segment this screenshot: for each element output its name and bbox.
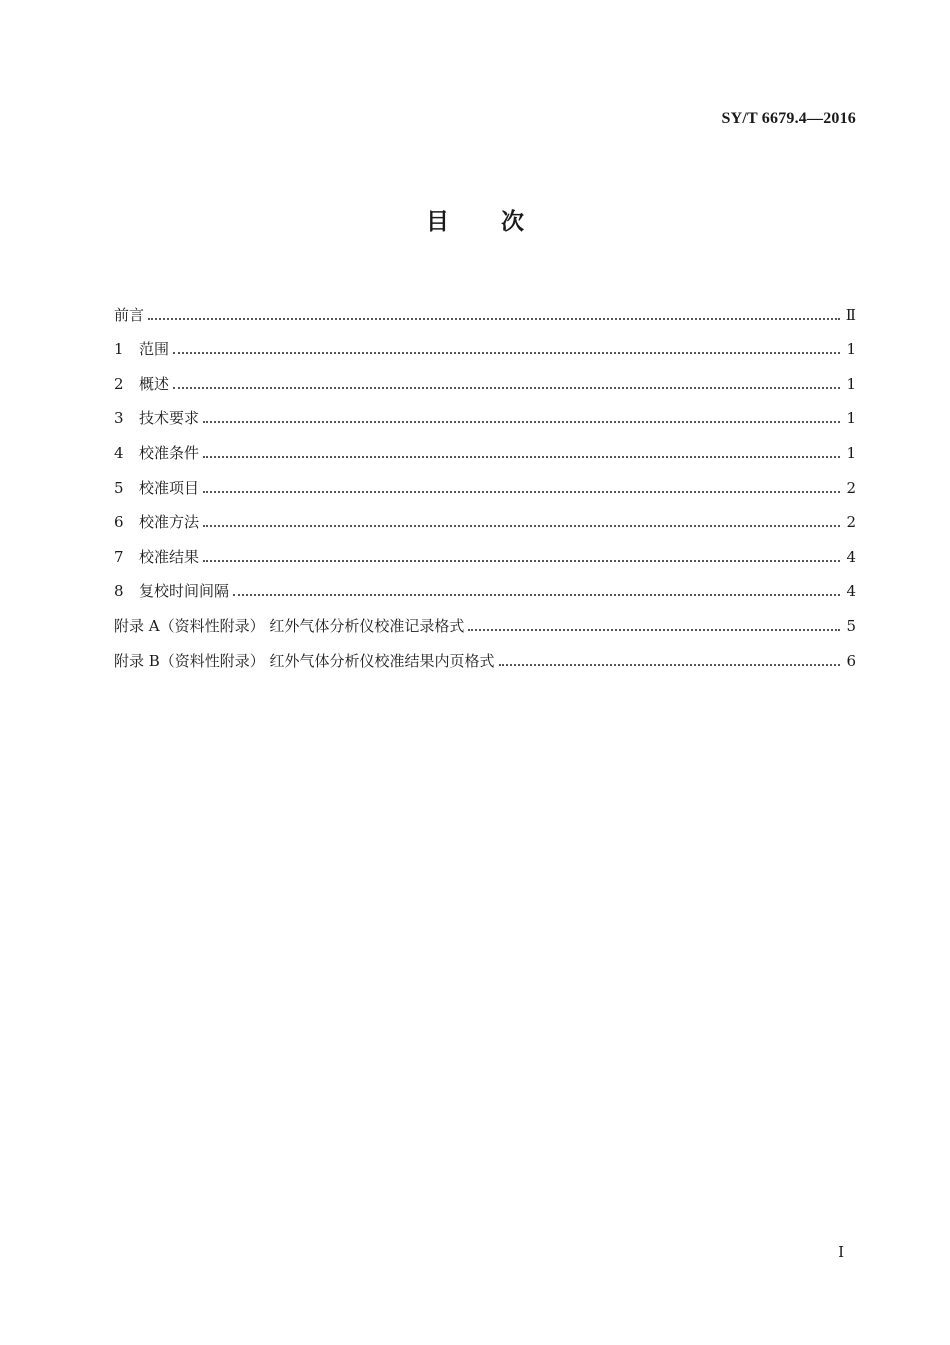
toc-entry-page: 4	[846, 547, 856, 566]
toc-entry-appendix-b[interactable]	[114, 636, 856, 671]
toc-entry-page: 4	[846, 582, 856, 601]
toc-entry-label: 前言	[114, 305, 145, 324]
toc-entry-label	[114, 478, 203, 498]
toc-entry-number: 5	[114, 478, 124, 497]
toc-entry-number: 8	[114, 582, 124, 601]
toc-entry-text: 复校时间间隔	[139, 582, 230, 601]
toc-entry-label: 附录 A（资料性附录） 红外气体分析仪校准记录格式	[114, 616, 465, 635]
toc-entry-page: 1	[846, 374, 856, 393]
toc-dot-leader	[203, 560, 840, 562]
toc-entry-label	[114, 512, 203, 532]
toc-entry-label	[114, 547, 203, 567]
toc-entry-page: 1	[846, 340, 856, 359]
toc-entry-8[interactable]	[114, 567, 856, 602]
toc-entry-number: 6	[114, 513, 124, 532]
toc-entry-label	[114, 408, 203, 428]
toc-entry-appendix-a[interactable]	[114, 601, 856, 636]
toc-entry-text: 范围	[139, 340, 170, 359]
toc-entry-text: 校准条件	[139, 443, 200, 462]
toc-entry-text: 校准项目	[139, 478, 200, 497]
toc-entry-number: 7	[114, 547, 124, 566]
toc-entry-number: 4	[114, 443, 124, 462]
toc-dot-leader	[233, 594, 840, 596]
toc-dot-leader	[468, 629, 840, 631]
toc-entry-3[interactable]	[114, 394, 856, 429]
table-of-contents	[114, 290, 856, 671]
toc-entry-page: Ⅱ	[845, 305, 856, 324]
toc-entry-1[interactable]	[114, 325, 856, 360]
toc-entry-label	[114, 443, 203, 463]
toc-entry-number: 3	[114, 409, 124, 428]
toc-dot-leader	[203, 456, 840, 458]
toc-entry-page: 1	[846, 409, 856, 428]
toc-entry-number: 1	[114, 340, 124, 359]
toc-entry-number: 2	[114, 374, 124, 393]
toc-entry-6[interactable]	[114, 498, 856, 533]
toc-entry-preface[interactable]	[114, 290, 856, 325]
toc-entry-4[interactable]	[114, 428, 856, 463]
toc-dot-leader	[148, 318, 840, 320]
toc-dot-leader	[173, 352, 840, 354]
toc-entry-label	[114, 374, 173, 394]
toc-entry-text: 校准结果	[139, 547, 200, 566]
toc-dot-leader	[203, 525, 840, 527]
toc-entry-label	[114, 581, 233, 601]
toc-entry-5[interactable]	[114, 463, 856, 498]
toc-entry-page: 2	[846, 478, 856, 497]
toc-entry-page: 6	[846, 651, 856, 670]
toc-entry-text: 技术要求	[139, 409, 200, 428]
toc-dot-leader	[173, 387, 840, 389]
page-number: Ⅰ	[838, 1243, 844, 1261]
toc-entry-label: 附录 B（资料性附录） 红外气体分析仪校准结果内页格式	[114, 651, 495, 670]
toc-entry-7[interactable]	[114, 532, 856, 567]
standard-code: SY/T 6679.4—2016	[721, 110, 856, 127]
toc-dot-leader	[203, 491, 840, 493]
page-title: 目次	[426, 209, 576, 235]
toc-dot-leader	[499, 664, 840, 666]
toc-dot-leader	[203, 421, 840, 423]
toc-entry-text: 概述	[139, 374, 170, 393]
toc-entry-page: 5	[846, 616, 856, 635]
toc-entry-2[interactable]	[114, 359, 856, 394]
toc-entry-text: 校准方法	[139, 513, 200, 532]
toc-entry-page: 1	[846, 443, 856, 462]
toc-entry-label	[114, 339, 173, 359]
toc-entry-page: 2	[846, 513, 856, 532]
